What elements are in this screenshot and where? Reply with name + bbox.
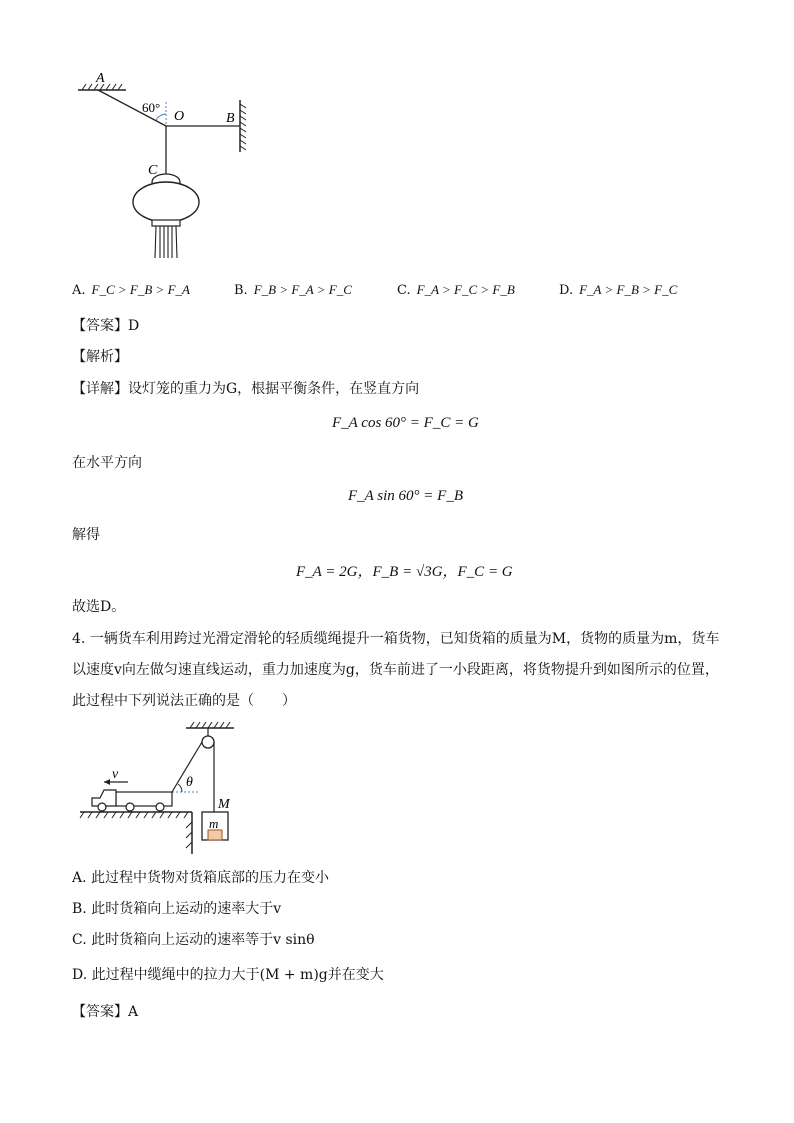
q4-stem-line3: 此过程中下列说法正确的是（ ） (72, 693, 296, 709)
q4-stem-line1: 4. 一辆货车利用跨过光滑定滑轮的轻质缆绳提升一箱货物，已知货箱的质量为M，货物的质量为m，货车 (72, 631, 720, 647)
label-b: B (226, 111, 235, 126)
q4-option-c: C. 此时货箱向上运动的速率等于v sinθ (72, 932, 315, 948)
q3-eq-result: F_A = 2G，F_B = √3G，F_C = G (296, 564, 513, 580)
q4-option-a: A. 此过程中货物对货箱底部的压力在变小 (72, 870, 330, 886)
q3-option-a: A. F_C > F_B > F_A (72, 282, 190, 298)
truck-pulley-figure (72, 718, 252, 858)
label-small-m: m (209, 816, 219, 831)
q3-eq-vertical: F_A cos 60° = F_C = G (332, 415, 479, 431)
q3-solve-label: 解得 (72, 527, 100, 543)
q3-detail: 【详解】设灯笼的重力为G，根据平衡条件，在竖直方向 (72, 381, 420, 397)
q3-option-c: C. F_A > F_C > F_B (397, 282, 515, 298)
q3-option-d: D. F_A > F_B > F_C (559, 282, 678, 298)
lantern-figure (70, 62, 260, 262)
q3-eq-horizontal: F_A sin 60° = F_B (348, 488, 464, 504)
label-theta: θ (186, 775, 193, 790)
q4-option-b: B. 此时货箱向上运动的速率大于v (72, 901, 282, 917)
label-o: O (174, 109, 185, 124)
label-c: C (148, 163, 158, 178)
label-a: A (96, 71, 105, 86)
q3-answer: 【答案】D (72, 318, 140, 334)
q3-conclusion: 故选D。 (72, 599, 126, 615)
q3-option-b: B. F_B > F_A > F_C (234, 282, 352, 298)
label-big-m: M (218, 797, 230, 812)
q4-option-d: D. 此过程中缆绳中的拉力大于(M + m)g并在变大 (72, 967, 384, 983)
q3-horizontal-label: 在水平方向 (72, 455, 142, 471)
label-v: v (112, 767, 119, 782)
q4-stem-line2: 以速度v向左做匀速直线运动，重力加速度为g，货车前进了一小段距离，将货物提升到如图所示的位置， (72, 662, 719, 678)
q3-analysis-label: 【解析】 (72, 349, 128, 365)
q4-answer: 【答案】A (72, 1004, 139, 1020)
angle-label: 60° (142, 100, 161, 115)
